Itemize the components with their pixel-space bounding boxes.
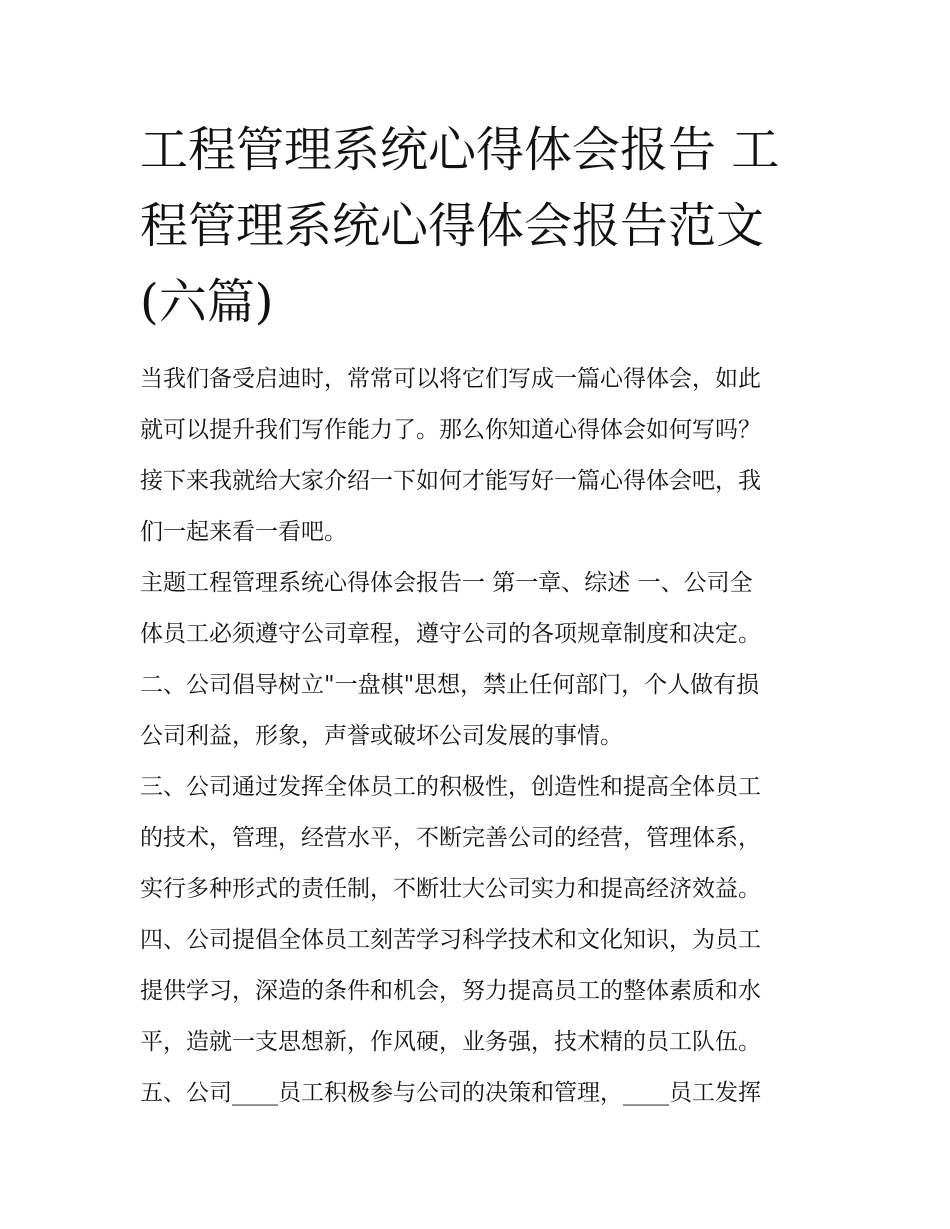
text-line: 主题工程管理系统心得体会报告一 第一章、综述 一、公司全 [140, 570, 753, 596]
title-line: (六篇) [140, 274, 274, 330]
text-line: 就可以提升我们写作能力了。那么你知道心得体会如何写吗？ [140, 417, 761, 443]
document-body [140, 354, 812, 1119]
text-line: 实行多种形式的责任制，不断壮大公司实力和提高经济效益。 [140, 876, 761, 902]
section-five-paragraph [140, 1068, 812, 1119]
text-line: 公司利益，形象，声誉或破坏公司发展的事情。 [140, 723, 623, 749]
section-four-paragraph [140, 915, 812, 1068]
text-line: 当我们备受启迪时，常常可以将它们写成一篇心得体会，如此 [140, 366, 761, 392]
text-line: 的技术，管理，经营水平，不断完善公司的经营，管理体系， [140, 825, 761, 851]
title-line: 程管理系统心得体会报告范文 [140, 198, 765, 254]
section-two-paragraph [140, 660, 812, 762]
title-line: 工程管理系统心得体会报告 工 [140, 122, 780, 178]
text-line: 体员工必须遵守公司章程，遵守公司的各项规章制度和决定。 [140, 621, 761, 647]
text-line: 提供学习，深造的条件和机会，努力提高员工的整体素质和水 [140, 978, 761, 1004]
text-line: 们一起来看一看吧。 [140, 519, 347, 545]
section-three-paragraph [140, 762, 812, 915]
intro-paragraph [140, 354, 812, 558]
text-line: 接下来我就给大家介绍一下如何才能写好一篇心得体会吧，我 [140, 468, 761, 494]
section-one-paragraph [140, 558, 812, 660]
text-line: 二、公司倡导树立"一盘棋"思想，禁止任何部门，个人做有损 [140, 672, 760, 698]
text-line: 平，造就一支思想新，作风硬，业务强，技术精的员工队伍。 [140, 1029, 761, 1055]
document-content [140, 112, 812, 1119]
document-title [140, 112, 812, 340]
text-line: 四、公司提倡全体员工刻苦学习科学技术和文化知识，为员工 [140, 927, 761, 953]
text-line: 五、公司____员工积极参与公司的决策和管理，____员工发挥 [140, 1080, 761, 1106]
text-line: 三、公司通过发挥全体员工的积极性，创造性和提高全体员工 [140, 774, 761, 800]
